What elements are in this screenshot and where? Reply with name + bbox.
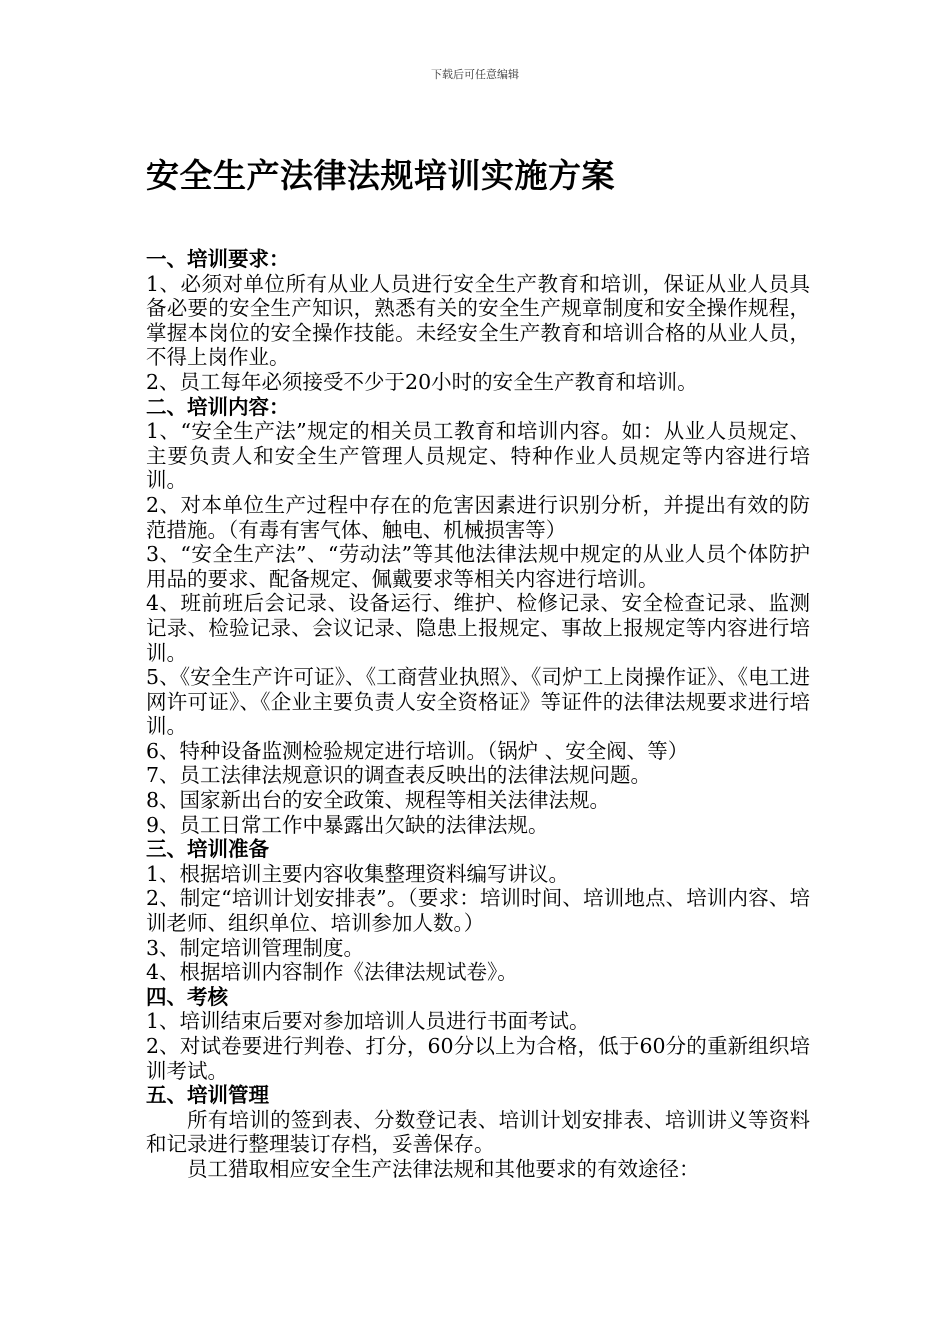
list-item: 3、“安全生产法”、“劳动法”等其他法律法规中规定的从业人员个体防护用品的要求、配备规定、佩戴要求等相关内容进行培训。: [146, 542, 810, 591]
list-item: 2、员工每年必须接受不少于20小时的安全生产教育和培训。: [146, 369, 698, 394]
list-item: 3、制定培训管理制度。: [146, 935, 365, 960]
section-heading: 四、考核: [146, 984, 228, 1009]
paragraph: 所有培训的签到表、分数登记表、培训计划安排表、培训讲义等资料和记录进行整理装订存档，妥善保存。: [146, 1107, 810, 1157]
list-item: 1、必须对单位所有从业人员进行安全生产教育和培训，保证从业人员具备必要的安全生产知识，熟悉有关的安全生产规章制度和安全操作规程，掌握本岗位的安全操作技能。未经安全生产教育和培训合格的从业人员，不得上岗作业。: [146, 271, 810, 370]
list-item: 6、特种设备监测检验规定进行培训。（锅炉 、安全阀、等）: [146, 738, 689, 763]
list-item: 5、《安全生产许可证》、《工商营业执照》、《司炉工上岗操作证》、《电工进网许可证》、《企业主要负责人安全资格证》等证件的法律法规要求进行培训。: [146, 665, 810, 739]
document-title: 安全生产法律法规培训实施方案: [146, 156, 615, 195]
section-heading: 二、培训内容：: [146, 394, 290, 419]
section-heading: 三、培训准备: [146, 837, 269, 862]
list-item: 2、制定“培训计划安排表”。（要求：培训时间、培训地点、培训内容、培训老师、组织单位、培训参加人数。）: [146, 886, 810, 936]
list-item: 9、员工日常工作中暴露出欠缺的法律法规。: [146, 812, 549, 837]
list-item: 1、“安全生产法”规定的相关员工教育和培训内容。如：从业人员规定、主要负责人和安全生产管理人员规定、特种作业人员规定等内容进行培训。: [146, 419, 810, 493]
page-header: 下载后可任意编辑: [431, 68, 519, 81]
list-item: 7、员工法律法规意识的调查表反映出的法律法规问题。: [146, 763, 652, 788]
section-heading: 一、培训要求：: [146, 247, 290, 271]
document-body: [146, 247, 810, 1182]
list-item: 4、根据培训内容制作《法律法规试卷》。: [146, 960, 518, 985]
list-item: 2、对本单位生产过程中存在的危害因素进行识别分析，并提出有效的防范措施。（有毒有害气体、触电、机械损害等）: [146, 492, 810, 542]
list-item: 1、培训结束后要对参加培训人员进行书面考试。: [146, 1009, 590, 1034]
list-item: 8、国家新出台的安全政策、规程等相关法律法规。: [146, 788, 611, 813]
paragraph: 员工猎取相应安全生产法律法规和其他要求的有效途径：: [187, 1156, 700, 1181]
list-item: 1、根据培训主要内容收集整理资料编写讲议。: [146, 861, 570, 886]
section-heading: 五、培训管理: [146, 1083, 269, 1108]
list-item: 2、对试卷要进行判卷、打分，60分以上为合格，低于60分的重新组织培训考试。: [146, 1034, 810, 1083]
list-item: 4、班前班后会记录、设备运行、维护、检修记录、安全检查记录、监测记录、检验记录、会议记录、隐患上报规定、事故上报规定等内容进行培训。: [146, 591, 810, 665]
